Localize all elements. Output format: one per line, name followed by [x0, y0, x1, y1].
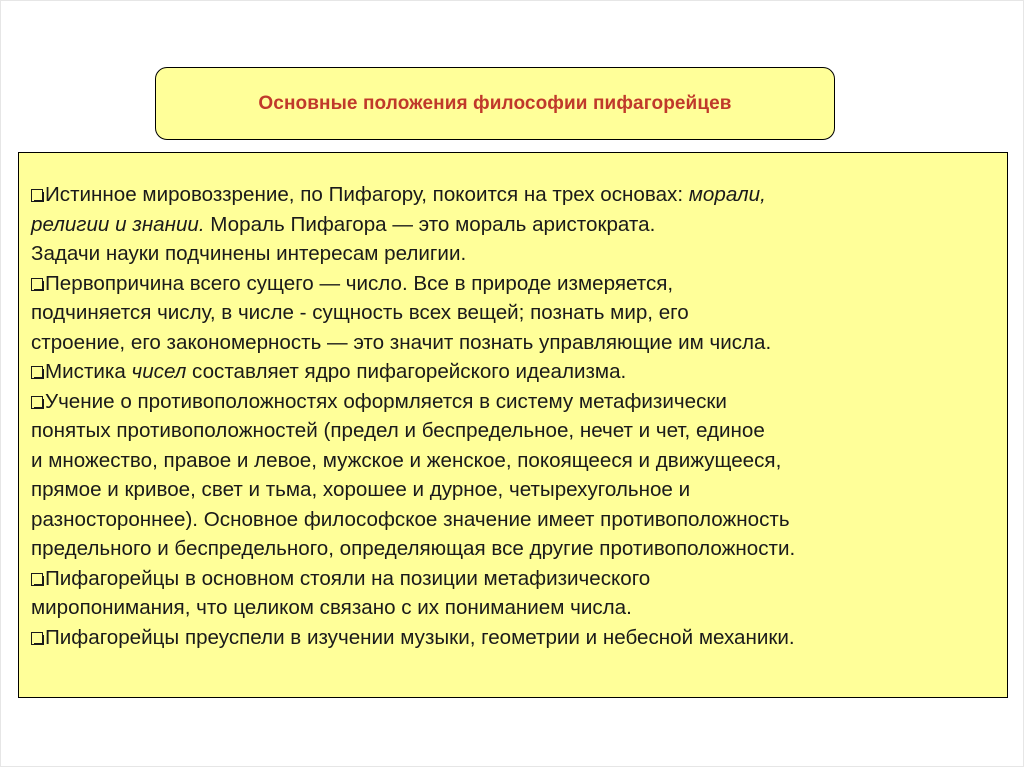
- p1-italic-c: религии и знании.: [31, 212, 205, 236]
- paragraph-4-line-1: [31, 387, 1003, 417]
- paragraph-4-line-4: прямое и кривое, свет и тьма, хорошее и дурное, четырехугольное и: [31, 478, 691, 501]
- paragraph-3-line-1: [31, 357, 1003, 387]
- paragraph-2-line-2: подчиняется числу, в числе - сущность всех вещей; познать мир, его: [31, 301, 689, 324]
- paragraph-4-line-5: разностороннее). Основное философское значение имеет противоположность: [31, 507, 790, 531]
- paragraph-1-line-1: [31, 180, 1003, 210]
- paragraph-5-line-2: миропонимания, что целиком связано с их пониманием числа.: [31, 596, 632, 619]
- checkbox-square-icon: [31, 189, 43, 202]
- paragraph-1-line-2: [31, 210, 1003, 240]
- checkbox-square-icon: [31, 396, 43, 409]
- paragraph-5-line-1: [31, 564, 1003, 594]
- p5-text-l1: Пифагорейцы в основном стояли на позиции метафизического: [45, 566, 651, 590]
- p3-italic-b: чисел: [131, 360, 187, 383]
- paragraph-4-line-3: и множество, правое и левое, мужское и женское, покоящееся и движущееся,: [31, 448, 782, 472]
- p4-text-l1: Учение о противоположностях оформляется в систему метафизически: [45, 389, 727, 413]
- slide-title: Основные положения философии пифагорейцев: [258, 92, 732, 114]
- paragraph-4-line-2: понятых противоположностей (предел и беспредельное, нечет и чет, единое: [31, 419, 765, 442]
- p2-text-l1: Первопричина всего сущего — число. Все в природе измеряется,: [45, 271, 674, 295]
- paragraph-2-line-1: [31, 269, 1003, 299]
- p3-text-c: составляет ядро пифагорейского идеализма.: [186, 360, 627, 383]
- title-box: [155, 67, 835, 140]
- checkbox-square-icon: [31, 278, 43, 291]
- checkbox-square-icon: [31, 573, 43, 586]
- p3-text-a: Мистика: [45, 360, 132, 383]
- p1-italic-b: морали,: [688, 183, 766, 206]
- content-box: [18, 152, 1008, 698]
- paragraph-4-line-6: предельного и беспредельного, определяющая все другие противоположности.: [31, 537, 796, 560]
- p1-text-d: Мораль Пифагора — это мораль аристократа.: [204, 212, 656, 236]
- checkbox-square-icon: [31, 632, 43, 645]
- checkbox-square-icon: [31, 366, 43, 379]
- paragraph-1-line-3: Задачи науки подчинены интересам религии.: [31, 242, 467, 265]
- paragraph-6-line-1: [31, 623, 1003, 653]
- p1-text-a: Истинное мировоззрение, по Пифагору, покоится на трех основах:: [45, 183, 689, 206]
- paragraph-2-line-3: строение, его закономерность — это значит познать управляющие им числа.: [31, 330, 772, 354]
- p6-text-l1: Пифагорейцы преуспели в изучении музыки, геометрии и небесной механики.: [45, 625, 795, 649]
- content-text: [31, 180, 1003, 652]
